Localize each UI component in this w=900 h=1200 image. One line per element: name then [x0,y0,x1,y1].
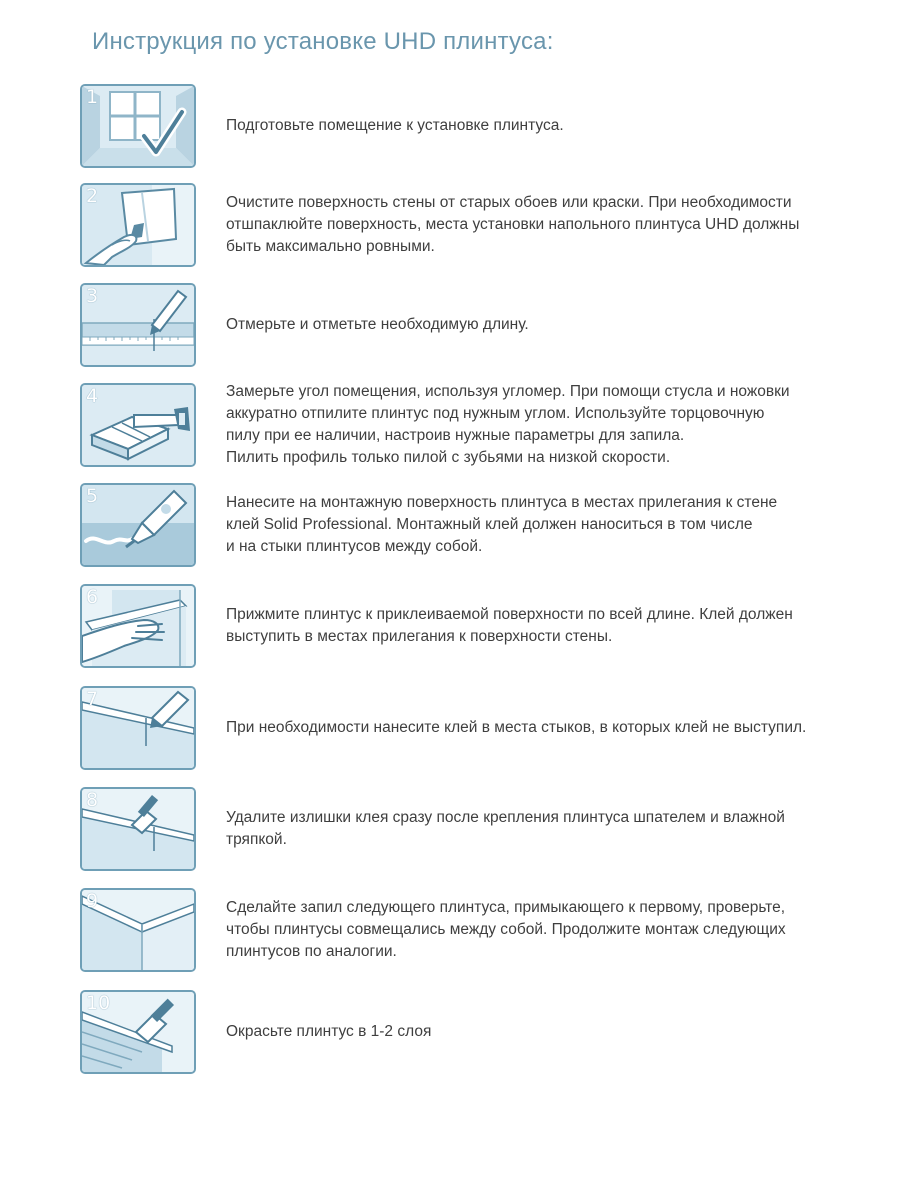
step-description [226,686,866,770]
step-thumbnail [80,183,196,267]
step-text-line: и на стыки плинтусов между собой. [226,538,483,555]
step-number: 1 [86,86,99,108]
corner-joint-icon [82,890,194,970]
step-description [226,888,866,972]
step-1 [80,84,880,168]
step-text-line: тряпкой. [226,831,287,848]
step-text-line: выступить в местах прилегания к поверхности стены. [226,628,613,645]
step-text-line: быть максимально ровными. [226,238,435,255]
step-description [226,283,866,367]
step-description [226,787,866,871]
step-text-line: Нанесите на монтажную поверхность плинтуса в местах прилегания к стене [226,494,778,511]
step-thumbnail [80,84,196,168]
step-number: 8 [86,789,99,811]
step-text-line: пилу при ее наличии, настроив нужные параметры для запила. [226,427,685,444]
step-text-line: отшпаклюйте поверхность, места установки напольного плинтуса UHD должны [226,216,800,233]
step-thumbnail [80,483,196,567]
step-text-line: Отмерьте и отметьте необходимую длину. [226,316,529,333]
step-10 [80,990,880,1074]
hand-press-icon [82,586,194,666]
step-9 [80,888,880,972]
step-thumbnail [80,686,196,770]
step-text-line: При необходимости нанесите клей в места стыков, в которых клей не выступил. [226,719,807,736]
step-text-line: Удалите излишки клея сразу после крепления плинтуса шпателем и влажной [226,809,785,826]
step-number: 4 [86,385,99,407]
window-checkmark-icon [82,86,194,166]
pencil-ruler-icon [82,285,194,365]
step-text-line: Подготовьте помещение к установке плинтуса. [226,117,564,134]
page-title: Инструкция по установке UHD плинтуса: [92,28,554,55]
step-text-line: Окрасьте плинтус в 1-2 слоя [226,1023,432,1040]
step-8 [80,787,880,871]
step-text-line: аккуратно отпилите плинтус под нужным углом. Используйте торцовочную [226,405,765,422]
step-thumbnail [80,787,196,871]
step-thumbnail [80,283,196,367]
glue-tube-icon [82,485,194,565]
step-text-line: клей Solid Professional. Монтажный клей должен наноситься в том числе [226,516,753,533]
step-text-line: плинтусов по аналогии. [226,943,397,960]
miter-box-saw-icon [82,385,194,465]
step-4 [80,383,880,467]
step-2 [80,183,880,267]
step-description [226,990,866,1074]
step-description [226,483,866,567]
step-7 [80,686,880,770]
step-thumbnail [80,383,196,467]
step-thumbnail [80,584,196,668]
step-thumbnail [80,888,196,972]
step-number: 10 [86,992,111,1014]
glue-joint-icon [82,688,194,768]
step-number: 6 [86,586,99,608]
step-text-line: Прижмите плинтус к приклеиваемой поверхности по всей длине. Клей должен [226,606,793,623]
step-thumbnail [80,990,196,1074]
step-text-line: Сделайте запил следующего плинтуса, примыкающего к первому, проверьте, [226,899,786,916]
step-description [226,584,866,668]
step-number: 5 [86,485,99,507]
step-number: 3 [86,285,99,307]
step-description [226,383,866,467]
step-text-line: Пилить профиль только пилой с зубьями на низкой скорости. [226,449,671,466]
spatula-wall-icon [82,185,194,265]
step-text-line: Очистите поверхность стены от старых обоев или краски. При необходимости [226,194,792,211]
spatula-clean-icon [82,789,194,869]
step-5 [80,483,880,567]
step-text-line: чтобы плинтусы совмещались между собой. Продолжите монтаж следующих [226,921,786,938]
step-number: 7 [86,688,99,710]
step-description [226,84,866,168]
step-6 [80,584,880,668]
step-number: 9 [86,890,99,912]
step-number: 2 [86,185,99,207]
step-description [226,183,866,267]
step-3 [80,283,880,367]
step-text-line: Замерьте угол помещения, используя угломер. При помощи стусла и ножовки [226,383,790,400]
